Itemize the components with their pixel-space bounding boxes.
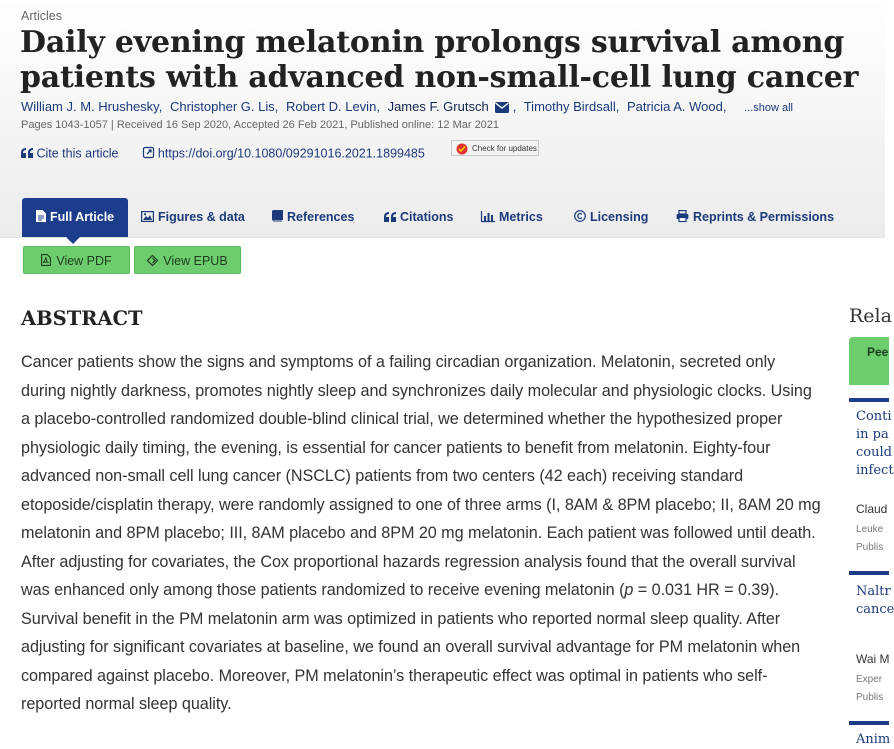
pdf-icon <box>41 248 51 276</box>
tab-metrics[interactable] <box>481 198 543 237</box>
related-article-title[interactable]: cance <box>856 602 894 617</box>
tab-licensing[interactable] <box>574 198 648 237</box>
related-article-card[interactable] <box>849 725 891 747</box>
related-article-title[interactable]: in pa <box>856 427 889 442</box>
abstract-heading: ABSTRACT <box>21 307 143 330</box>
tab-citations[interactable] <box>384 198 453 237</box>
tab-label: Metrics <box>499 210 543 224</box>
p-value-symbol: p <box>624 581 634 599</box>
image-icon <box>141 199 154 238</box>
abstract-text-part: Cancer patients show the signs and symptoms of a failing circadian organization. Melatonin, secreted only during nightly darkness, promotes nightly sleep and synchronizes daily molecular and physiologic clocks. Using a placebo-controlled randomized double-blind clinical trial, we determined whether the hypothesized proper physiologic daily timing, the evening, is essential for cancer patients to benefit from melatonin. Eighty-four advanced non-small cell lung cancer (NSCLC) patients from two centers (42 each) receiving standard etoposide/cisplatin therapy, were randomly assigned to one of three arms (I, 8AM & 8PM placebo; II, 8AM 20 mg melatonin and 8PM placebo; III, 8AM placebo and 8PM 20 mg melatonin. Each patient was followed until death. After adjusting for covariates, the Cox proportional hazards regression analysis found that the overall survival was enhanced only among those patients randomized to receive evening melatonin ( <box>21 353 821 599</box>
doi-link[interactable]: https://doi.org/10.1080/09291016.2021.1899485 <box>157 146 425 161</box>
rail-tab-label: Pee <box>867 345 889 359</box>
copyright-icon <box>574 199 586 238</box>
related-article-published: Publis <box>856 542 884 553</box>
view-pdf-label: View PDF <box>56 254 112 268</box>
related-article-title[interactable]: could <box>856 445 892 460</box>
tab-label: Figures & data <box>158 210 245 224</box>
publication-meta: Pages 1043-1057 | Received 16 Sep 2020, Accepted 26 Feb 2021, Published online: 12 Mar 2021 <box>21 119 500 131</box>
tab-full-article[interactable] <box>22 198 128 237</box>
crossmark-icon <box>456 143 468 157</box>
author-link[interactable]: Robert D. Levin <box>285 99 377 114</box>
quote-icon <box>384 199 396 238</box>
related-article-published: Publis <box>856 692 884 703</box>
document-icon <box>36 199 46 238</box>
related-article-journal: Leuke <box>856 524 884 535</box>
related-article-title[interactable]: Conti <box>856 409 892 424</box>
external-link-icon <box>143 147 154 161</box>
tab-reprints-permissions[interactable] <box>676 198 834 237</box>
tab-references[interactable] <box>272 198 354 237</box>
abstract-text <box>21 348 821 719</box>
tab-label: Citations <box>400 210 454 224</box>
author-link[interactable]: Timothy Birdsall <box>523 99 616 114</box>
article-title: Daily evening melatonin prolongs survival among patients with advanced non-small-cell lung cancer <box>20 25 859 95</box>
view-epub-button[interactable] <box>134 246 241 274</box>
related-article-title[interactable]: Naltr <box>856 584 891 599</box>
related-article-author: Claud <box>856 502 888 516</box>
active-tab-pointer <box>66 237 80 244</box>
tab-label: Licensing <box>590 210 649 224</box>
tab-label: Reprints & Permissions <box>693 210 835 224</box>
article-type-label: Articles <box>21 9 62 23</box>
printer-icon <box>676 199 689 238</box>
tab-label: Full Article <box>50 210 115 224</box>
cite-doi-row <box>21 146 425 162</box>
related-articles-heading: Rela <box>849 305 892 327</box>
people-also-read-tab[interactable] <box>849 337 889 385</box>
view-pdf-button[interactable] <box>23 246 130 274</box>
tab-figures-data[interactable] <box>141 198 245 237</box>
book-icon <box>272 199 283 238</box>
quote-icon <box>21 147 33 161</box>
related-article-title[interactable]: Anim <box>856 732 891 747</box>
related-article-card[interactable] <box>849 402 894 570</box>
cite-article-link[interactable]: Cite this article <box>36 146 119 161</box>
check-for-updates-button[interactable] <box>451 140 539 156</box>
related-article-title[interactable]: infect <box>856 463 894 478</box>
tab-label: References <box>287 210 355 224</box>
corresponding-author-link[interactable]: James F. Grutsch <box>387 99 489 114</box>
epub-icon <box>147 248 158 276</box>
author-list: William J. M. Hrushesky, Christopher G. Lis, Robert D. Levin, James F. Grutsch , Timothy Birdsall, Patricia A. Wood, ...show all <box>21 99 793 114</box>
tab-divider <box>0 237 885 238</box>
related-article-author: Wai M <box>856 652 890 666</box>
envelope-icon[interactable] <box>495 101 509 116</box>
author-link[interactable]: Christopher G. Lis <box>169 99 275 114</box>
related-article-card[interactable] <box>849 575 894 720</box>
author-link[interactable]: Patricia A. Wood <box>626 99 723 114</box>
bar-chart-icon <box>481 199 495 238</box>
author-link[interactable]: William J. M. Hrushesky <box>21 99 159 114</box>
show-all-authors-link[interactable]: ...show all <box>744 102 793 114</box>
abstract-text-part: = 0.031 HR = 0.39). Survival benefit in the PM melatonin arm was optimized in patients who reported normal sleep quality. After adjusting for significant covariates at baseline, we found an overall survival advantage for PM melatonin when compared against placebo. Moreover, PM melatonin’s therapeutic effect was optimal in patients who self-reported normal sleep quality. <box>21 581 801 713</box>
related-article-journal: Exper <box>856 674 883 685</box>
view-epub-label: View EPUB <box>163 254 228 268</box>
check-for-updates-label: Check for updates <box>472 144 537 153</box>
